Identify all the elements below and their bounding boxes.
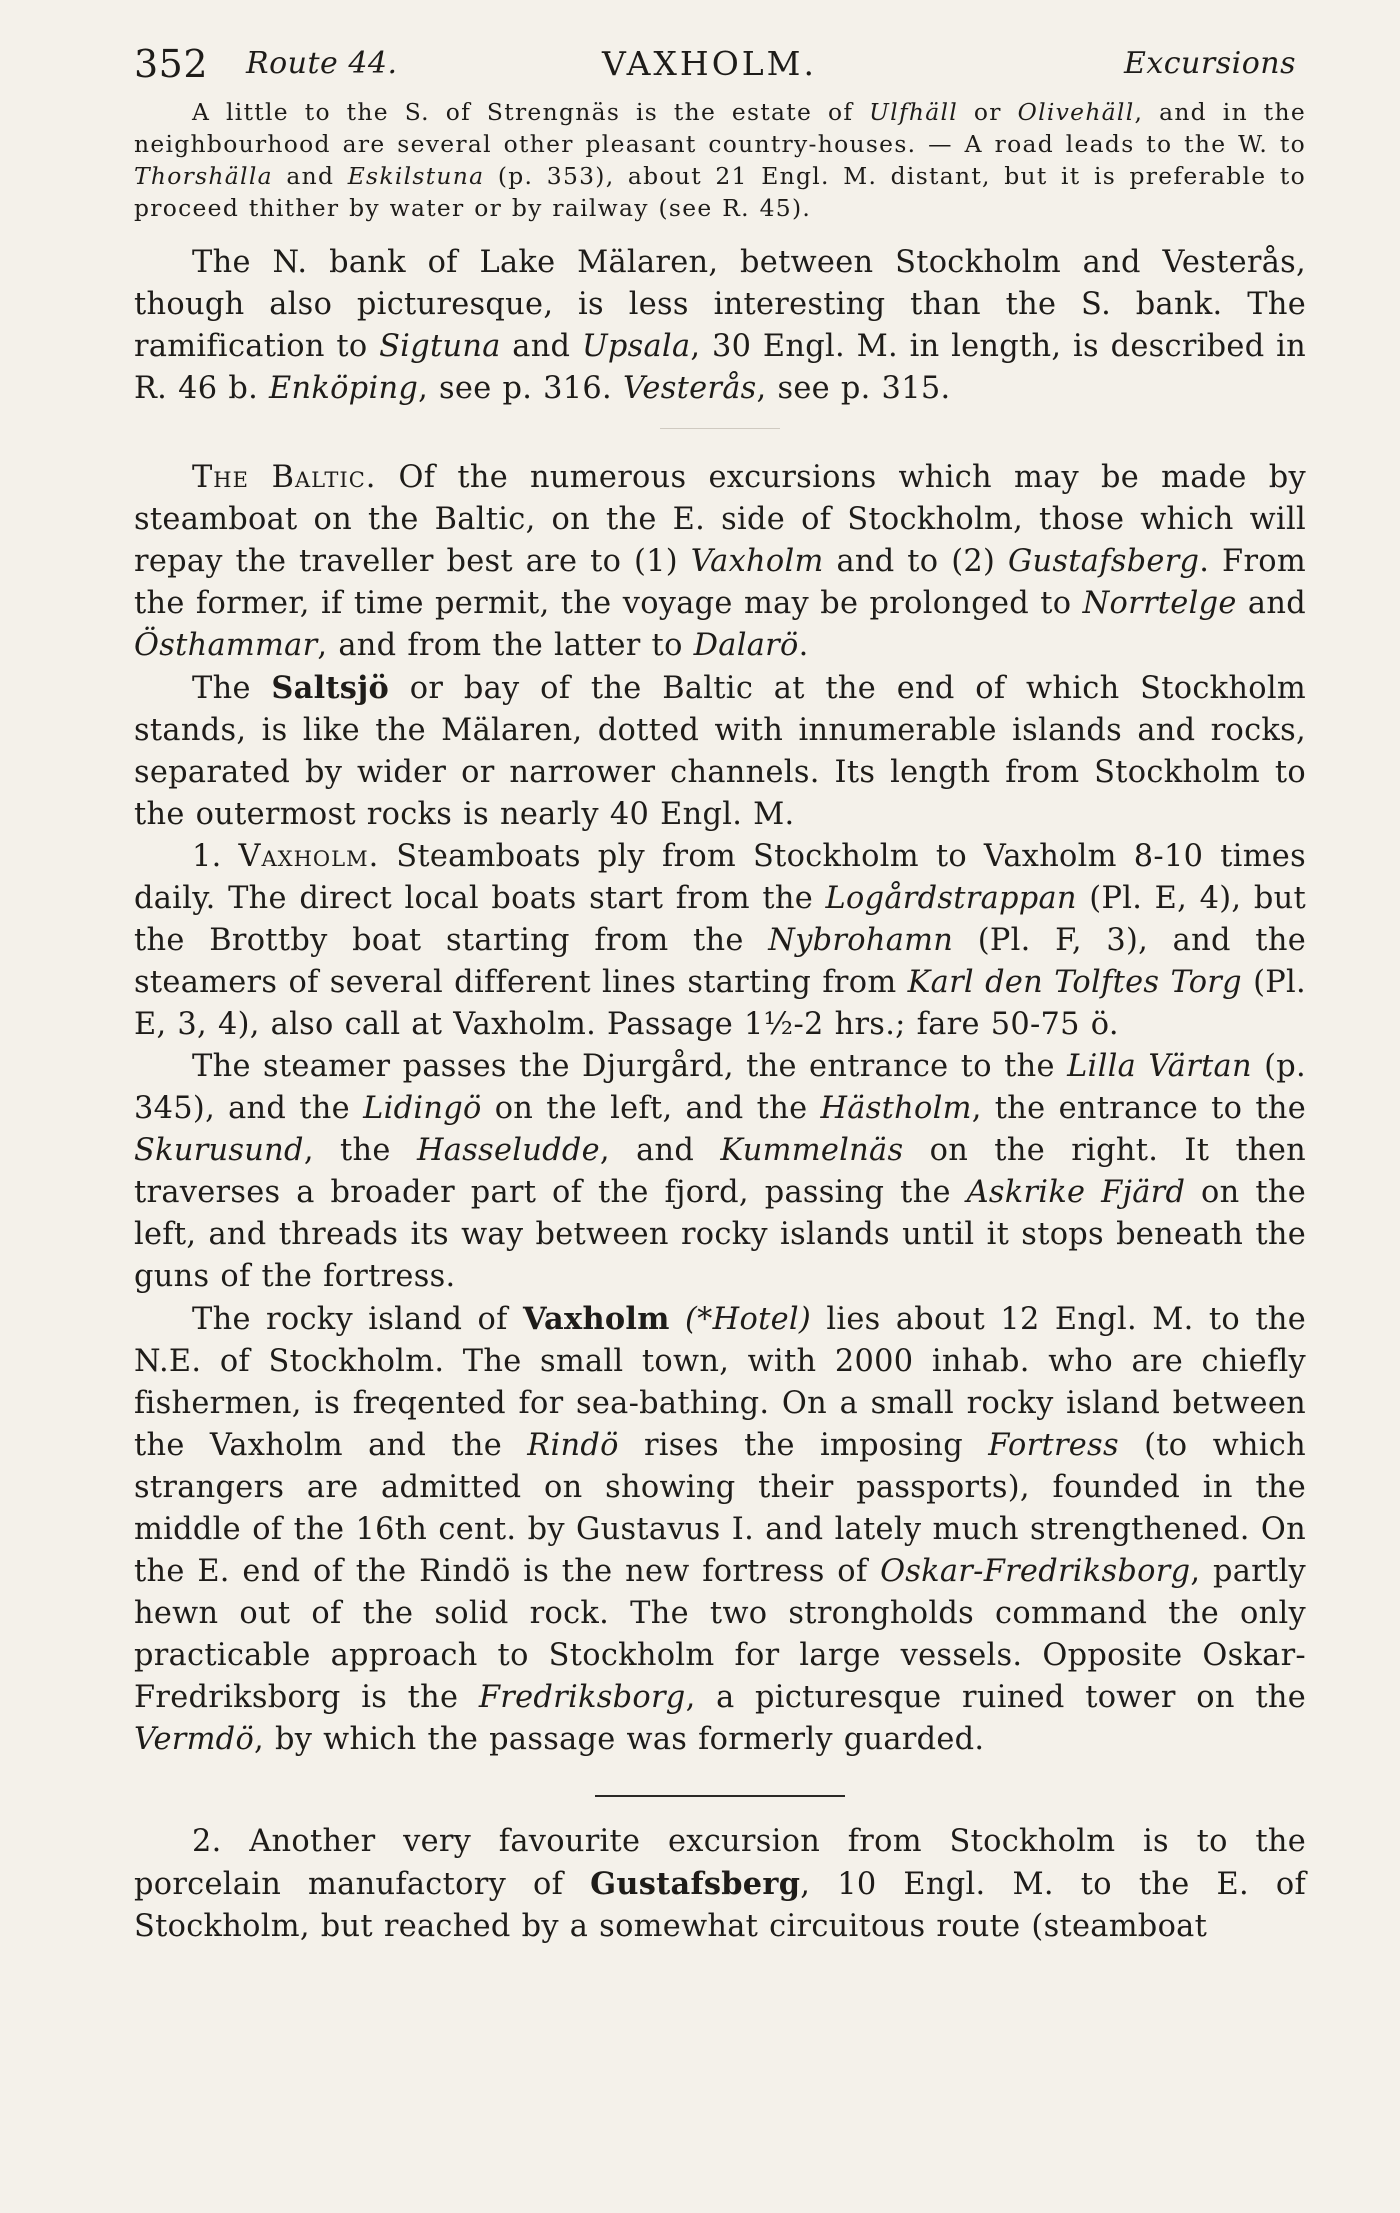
section-heading: Vaxholm. [238,839,380,874]
north-bank-paragraph: The N. bank of Lake Mälaren, between Stockholm and Vesterås, though also picturesque, is less interesting than the S. bank. The ramification to Sigtuna and Upsala, 30 Engl. M. in length, is described in R. 46 b. Enköping, see p. 316. Vesterås, see p. 315. [134,245,1306,406]
saltsjo-paragraph: The Saltsjö or bay of the Baltic at the end of which Stockholm stands, is like the Mälaren, dotted with innumerable islands and rocks, separated by wider or narrower channels. Its length from Stockholm to the outermost rocks is nearly 40 Engl. M. [134,670,1306,832]
vaxholm-paragraph: 1. Vaxholm. Steamboats ply from Stockholm to Vaxholm 8-10 times daily. The direct local boats start from the Logårdstrappan (Pl. E, 4), but the Brottby boat starting from the Nybrohamn (Pl. F, 3), and the steamers of several different lines starting from Karl den Tolftes Torg (Pl. E, 3, 4), also call at Vaxholm. Passage 1½-2 hrs.; fare 50-75 ö. [134,839,1306,1042]
gustafsberg-paragraph: 2. Another very favourite excursion from Stockholm is to the porcelain manufactory of Gustafsberg, 10 Engl. M. to the E. of Stockholm, but reached by a somewhat circuitous route (steamboat [134,1824,1306,1944]
baltic-paragraph: The Baltic. Of the numerous excursions which may be made by steamboat on the Baltic, on the E. side of Stockholm, those which will repay the traveller best are to (1) Vaxholm and to (2) Gustafsberg. From the former, if time permit, the voyage may be prolonged to Norrtelge and Östhammar, and from the latter to Dalarö. [134,460,1306,663]
page [134,32,1306,1948]
page-title: VAXHOLM. [602,44,817,83]
island-paragraph: The rocky island of Vaxholm (*Hotel) lies about 12 Engl. M. to the N.E. of Stockholm. The small town, with 2000 inhab. who are chiefly fishermen, is freqented for sea-bathing. On a small rocky island between the Vaxholm and the Rindö rises the imposing Fortress (to which strangers are admitted on showing their passports), founded in the middle of the 16th cent. by Gustavus I. and lately much strengthened. On the E. end of the Rindö is the new fortress of Oskar-Fredriksborg, partly hewn out of the solid rock. The two strongholds command the only practicable approach to Stockholm for large vessels. Opposite Oskar-Fredriksborg is the Fredriksborg, a picturesque ruined tower on the Vermdö, by which the passage was formerly guarded. [134,1301,1306,1757]
section-heading: The Baltic. [192,460,377,495]
section-label: Excursions [1123,46,1296,81]
section-divider [595,1795,845,1797]
faint-divider [660,428,780,429]
route-label: Route 44. [246,46,398,81]
running-head [134,32,1306,96]
strengnas-note: A little to the S. of Strengnäs is the estate of Ulfhäll or Olivehäll, and in the neighbourhood are several other pleasant country-houses. — A road leads to the W. to Thorshälla and Eskilstuna (p. 353), about 21 Engl. M. distant, but it is preferable to proceed thither by water or by railway (see R. 45). [134,98,1307,222]
page-number: 352 [134,42,209,86]
steamer-paragraph: The steamer passes the Djurgård, the entrance to the Lilla Värtan (p. 345), and the Lidingö on the left, and the Hästholm, the entrance to the Skurusund, the Hasseludde, and Kummelnäs on the right. It then traverses a broader part of the fjord, passing the Askrike Fjärd on the left, and threads its way between rocky islands until it stops beneath the guns of the fortress. [134,1049,1307,1294]
